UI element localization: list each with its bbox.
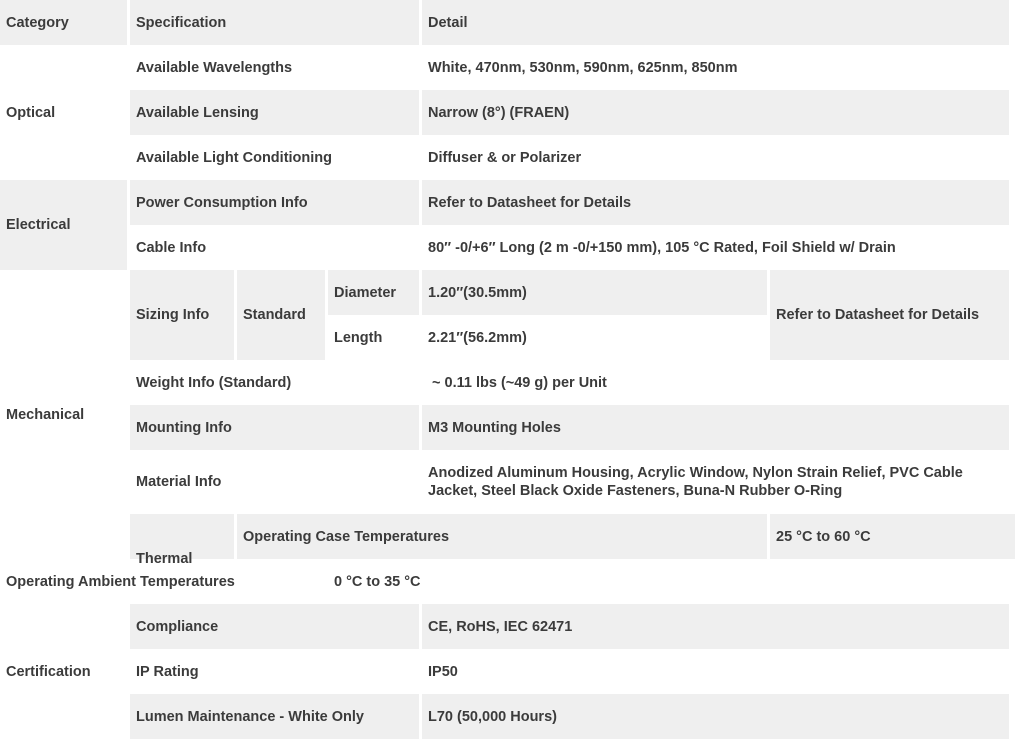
table-row [0,450,1015,514]
table-row [0,225,1015,270]
spec-value: L70 (50,000 Hours) [422,694,1009,739]
table-row [0,405,1015,450]
spec-value: 0 °C to 35 °C [328,559,767,604]
sizing-note: Refer to Datasheet for Details [770,270,1009,360]
spec-value: M3 Mounting Holes [422,405,1009,450]
spec-value: White, 470nm, 530nm, 590nm, 625nm, 850nm [422,45,1009,90]
spec-label: Lumen Maintenance - White Only [130,694,419,739]
spec-value: 80″ -0/+6″ Long (2 m -0/+150 mm), 105 °C Rated, Foil Shield w/ Drain [422,225,1009,270]
header-row [0,0,1015,45]
spec-label: Material Info [130,450,419,514]
table-row [0,270,1015,315]
spec-label: Sizing Info [130,270,234,360]
spec-label: Cable Info [130,225,419,270]
spec-value: ~ 0.11 lbs (~49 g) per Unit [422,360,1009,405]
spec-label: Power Consumption Info [130,180,419,225]
spec-value: IP50 [422,649,1009,694]
category-thermal: Thermal [130,514,234,604]
table-row [0,45,1015,90]
table-row [0,180,1015,225]
spec-value: 2.21″(56.2mm) [422,315,767,360]
header-specification: Specification [130,0,419,45]
category-optical: Optical [0,45,127,180]
table-row [0,360,1015,405]
spec-value: Diffuser & or Polarizer [422,135,1009,180]
table-row [0,90,1015,135]
spec-label: Mounting Info [130,405,419,450]
spec-label: Operating Case Temperatures [237,514,767,559]
spec-value: Narrow (8°) (FRAEN) [422,90,1009,135]
spec-value: 1.20″(30.5mm) [422,270,767,315]
header-detail: Detail [422,0,1009,45]
table-row [0,514,1015,559]
spec-label: Available Light Conditioning [130,135,419,180]
spec-label: Operating Ambient Temperatures [0,559,325,604]
spec-label: Weight Info (Standard) [130,360,419,405]
spec-label: Available Wavelengths [130,45,419,90]
table-row [0,694,1015,739]
spec-label: Compliance [130,604,419,649]
header-category: Category [0,0,127,45]
sizing-dimension-label: Diameter [328,270,419,315]
spec-label: Available Lensing [130,90,419,135]
spec-value: 25 °C to 60 °C [770,514,1015,559]
category-electrical: Electrical [0,180,127,270]
category-certification: Certification [0,604,127,739]
table-row [0,135,1015,180]
category-mechanical: Mechanical [0,270,127,559]
spec-value: Anodized Aluminum Housing, Acrylic Window, Nylon Strain Relief, PVC Cable Jacket, Steel Black Oxide Fasteners, Buna-N Rubber O-Ring [422,450,1009,514]
table-row [0,604,1015,649]
table-row [0,649,1015,694]
spec-value: Refer to Datasheet for Details [422,180,1009,225]
spec-label: IP Rating [130,649,419,694]
sizing-dimension-label: Length [328,315,419,360]
sizing-variant: Standard [237,270,325,360]
spec-value: CE, RoHS, IEC 62471 [422,604,1009,649]
